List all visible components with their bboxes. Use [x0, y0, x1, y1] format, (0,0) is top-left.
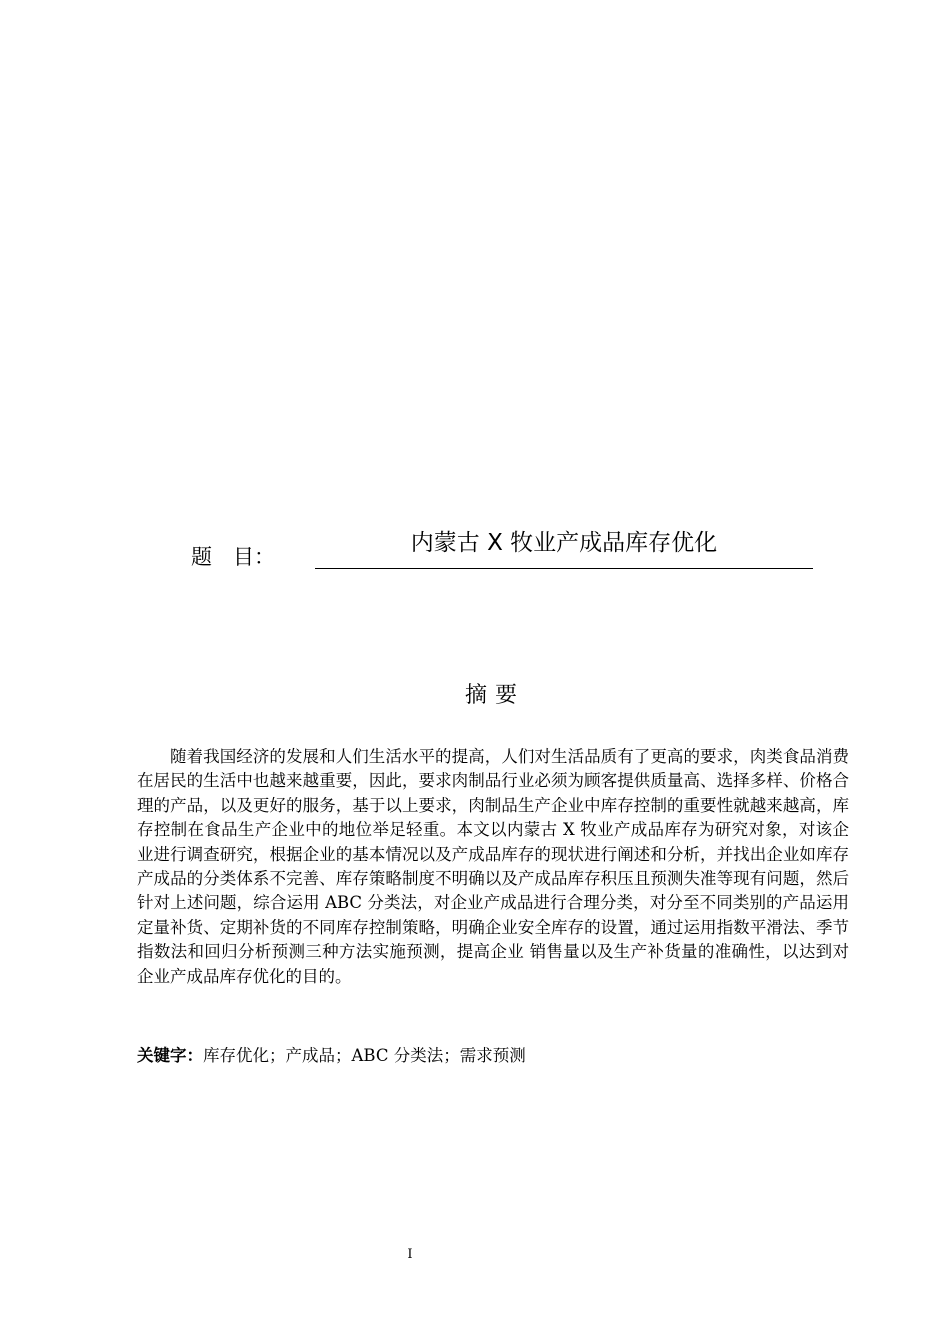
- page-number: I: [407, 1247, 413, 1262]
- keywords-line: [137, 1044, 849, 1068]
- keywords-label: 关键字：: [137, 1046, 203, 1065]
- title-label: 题 目：: [191, 545, 275, 569]
- title-underline: [315, 568, 813, 569]
- abstract-body: 随着我国经济的发展和人们生活水平的提高，人们对生活品质有了更高的要求，肉类食品消费在居民的生活中也越来越重要，因此，要求肉制品行业必须为顾客提供质量高、选择多样、价格合理的产品，以及更好的服务，基于以上要求，肉制品生产企业中库存控制的重要性就越来越高，库存控制在食品生产企业中的地位举足轻重。本文以内蒙古 X 牧业产成品库存为研究对象，对该企业进行调查研究，根据企业的基本情况以及产成品库存的现状进行阐述和分析，并找出企业如库存产成品的分类体系不完善、库存策略制度不明确以及产成品库存积压且预测失准等现有问题，然后针对上述问题，综合运用 ABC 分类法，对企业产成品进行合理分类，对分至不同类别的产品运用定量补货、定期补货的不同库存控制策略，明确企业安全库存的设置，通过运用指数平滑法、季节指数法和回归分析预测三种方法实施预测，提高企业 销售量以及生产补货量的准确性，以达到对企业产成品库存优化的目的。: [137, 747, 849, 986]
- abstract-heading: 摘要: [464, 683, 525, 708]
- thesis-title: 内蒙古 X 牧业产成品库存优化: [410, 530, 718, 556]
- keywords-value: 库存优化；产成品；ABC 分类法；需求预测: [203, 1046, 526, 1065]
